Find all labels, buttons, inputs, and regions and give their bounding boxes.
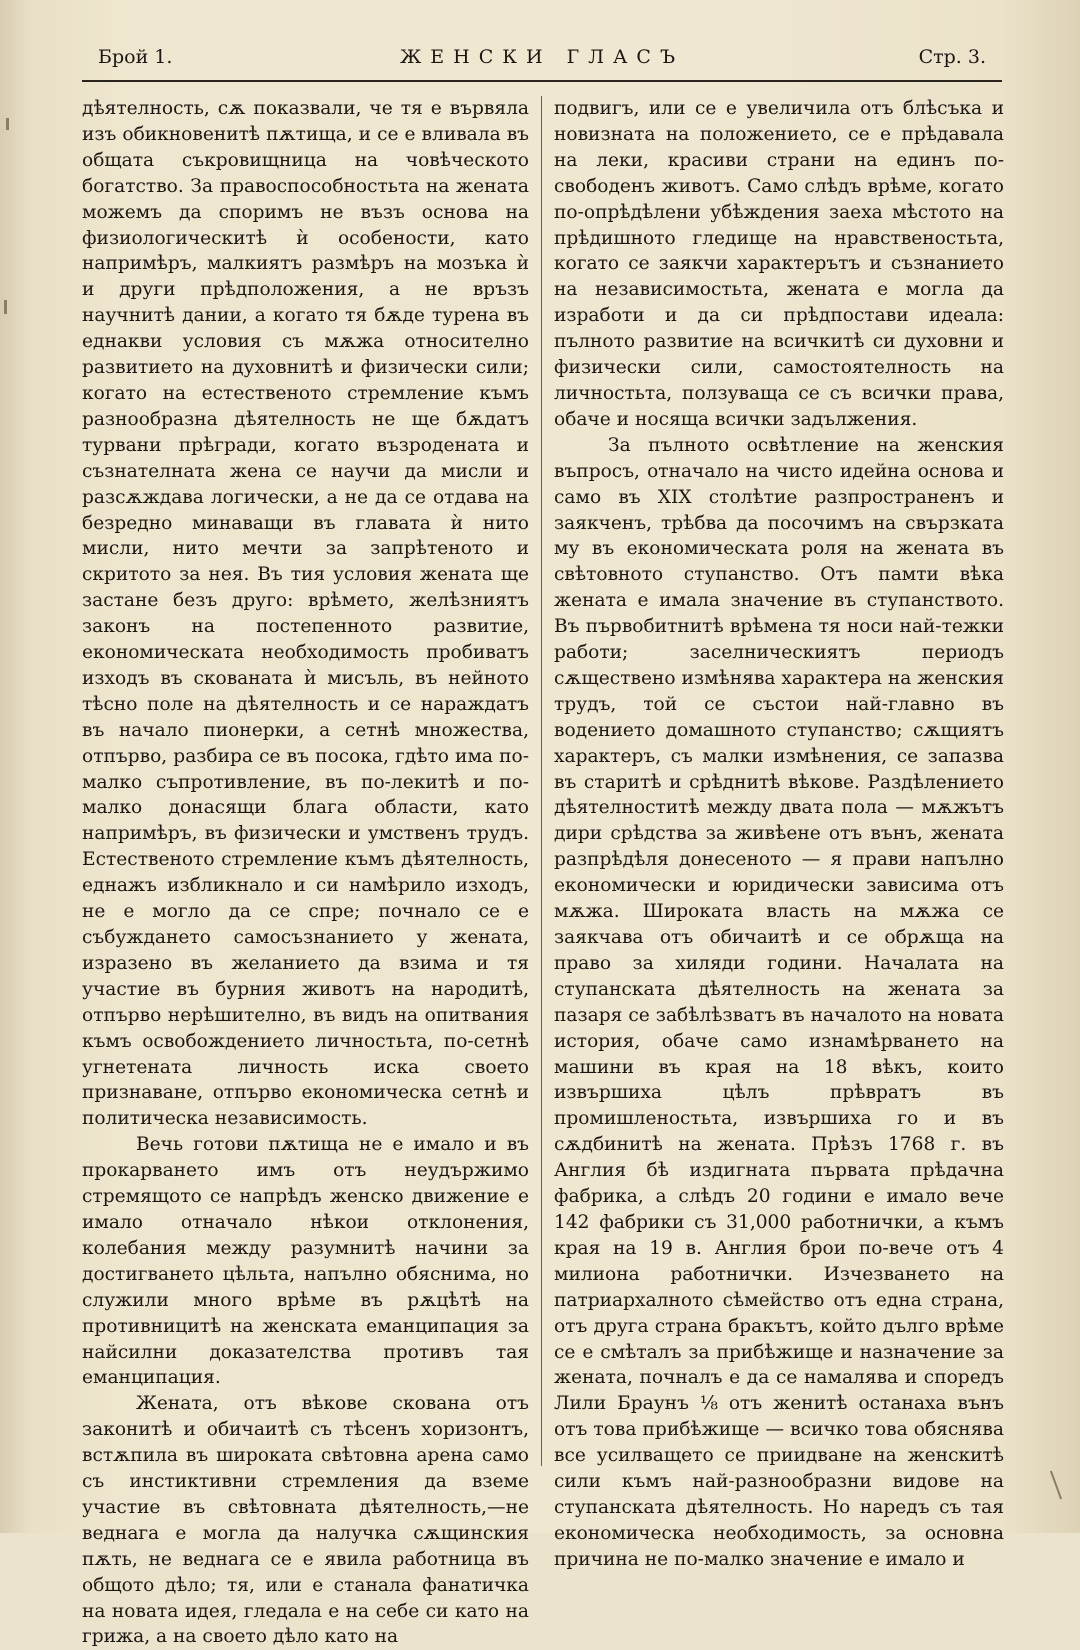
left-column: [82, 96, 529, 1650]
margin-speck: [6, 118, 9, 130]
right-column: [554, 96, 1004, 1573]
issue-number: Брой 1.: [98, 46, 173, 68]
margin-speck: [4, 300, 7, 314]
paragraph: Жената, отъ вѣкове скована отъ законитѣ и обичаитѣ съ тѣсенъ хоризонтъ, встѫпила въ широката свѣтовна арена само съ инстиктивни стремления да вземе участие въ свѣтовната дѣятелность,—не веднага е могла да налучка сѫщинския пѫть, не веднага се е явила работница въ общото дѣло; тя, или е станала фанатичка на новата идея, гледала е на себе си като на грижа, а на своето дѣло като на: [82, 1393, 529, 1648]
margin-speck: [1050, 1471, 1062, 1500]
newspaper-title: ЖЕНСКИ ГЛАСЪ: [399, 46, 685, 68]
paragraph: Вечь готови пѫтища не е имало и въ прокарването имъ отъ неудържимо стремящото се напрѣдъ женско движение е имало отначало нѣкои отклонения, колебания между разумнитѣ начини за достигването цѣльта, напълно обяснима, но служили много врѣме въ рѫцѣтѣ на противницитѣ на женската еманципация за найсилни доказателства противъ тая еманципация.: [82, 1134, 529, 1389]
paragraph: дѣятелность, сѫ показвали, че тя е вървяла изъ обикновенитѣ пѫтища, и се е вливала въ общата съкровищница на човѣческото богатство. За правоспособностьта на жената можемъ да споримъ не възъ основа на физиологическитѣ ѝ особености, като напримѣръ, малкиятъ размѣръ на мозъка ѝ и други прѣдположения, а не връзъ научнитѣ дании, а когато тя бѫде турена въ еднакви условия съ мѫжа относително развитието на духовнитѣ и физически сили; когато на естественото стремление къмъ разнообразна дѣятелность не ще бѫдатъ турвани прѣгради, когато възродената и съзнателната жена се научи да мисли и разсѫждава логически, а не да се отдава на безредно минаващи въ главата ѝ нито мисли, нито мечти за запрѣтеното и скритото за нея. Въ тия условия жената ще застане безъ друго: врѣмето, желѣзниятъ законъ на постепенното развитие, економическата необходимость пробиватъ изходъ въ скованата ѝ мисъль, въ нейното тѣсно поле на дѣятелность и се нараждатъ въ начало пионерки, а сетнѣ множества, отпърво, разбира се въ посока, гдѣто има по-малко съпротивление, въ по-лекитѣ и по-малко донасящи блага области, като напримѣръ, въ физически и умственъ трудъ. Естественото стремление къмъ дѣятелность, еднажъ избликнало и си намѣрило изходъ, не е могло да се спре; почнало се е събуждането самосъзнанието у жената, изразено въ желанието да взима и тя участие въ бурния животъ на народитѣ, отпърво нерѣшително, въ видъ на опитвания къмъ освобождението личностьта, по-сетнѣ угнетената личность иска своето признаване, отпърво економическа сетнѣ и политическа независимость.: [82, 98, 529, 1130]
page-header: [98, 44, 986, 74]
paragraph: подвигъ, или се е увеличила отъ блѣсъка и новизната на положението, се е прѣдавала на леки, красиви страни на единъ по-свободенъ животъ. Само слѣдъ врѣме, когато по-опрѣдѣлени убѣждения заеха мѣстото на прѣдишното гледище на нравственостьта, когато се заякчи характерътъ и съзнанието на независимостьта, жената е могла да изработи и да си прѣдпостави идеала: пълното развитие на всичкитѣ си духовни и физически сили, самостоятелность на личностьта, ползуваща се съ всички права, обаче и носяща всички задължения.: [554, 98, 1004, 430]
column-divider: [541, 96, 542, 1466]
header-rule: [82, 80, 1002, 82]
paragraph: За пълното освѣтление на женския въпросъ, отначало на чисто идейна основа и само въ XIX столѣтие разпространенъ и заякченъ, трѣбва да посочимъ на свързката му въ економическата роля на жената въ свѣтовното ступанство. Отъ памти вѣка жената е имала значение въ ступанството. Въ първобитнитѣ врѣмена тя носи най-тежки работи; заселническиятъ периодъ сѫществено измѣнява характера на женския трудъ, той се състои най-главно въ водението домашното ступанство; сѫщиятъ характеръ, съ малки измѣнения, се запазва въ старитѣ и срѣднитѣ вѣкове. Раздѣлението дѣятелноститѣ между двата пола — мѫжътъ дири срѣдства за живѣене отъ вънъ, жената разпрѣдѣля донесеното — я прави напълно економически и юридически зависима отъ мѫжа. Широката власть на мѫжа се заякчава отъ обичаитѣ и се обрѫща на право за хиляди години. Началата на ступанската дѣятелность на жената за пазаря се забѣлѣзватъ въ началото на новата история, обаче само изнамѣрването на машини въ края на 18 вѣкъ, които извършиха цѣлъ прѣвратъ въ промишленостьта, извършиха го и въ сѫдбинитѣ на жената. Прѣзъ 1768 г. въ Англия бѣ издигната първата прѣдачна фабрика, а слѣдъ 20 години е имало вече 142 фабрики съ 31,000 работнички, а къмъ края на 19 в. Англия брои по-вече отъ 4 милиона работнички. Изчезването на патриархалното сѣмейство отъ една страна, отъ друга страна бракътъ, който дълго врѣме се е смѣталъ за прибѣжище и назначение за жената, почналъ е да се намалява и споредъ Лили Браунъ ⅛ отъ женитѣ останаха вънъ отъ това прибѣжище — всичко това обяснява все усилващето се приидване на женскитѣ сили къмъ най-разнообразни видове на ступанската дѣятелность. Но наредъ съ тая економическа необходимость, за основна причина не по-малко значение е имало и: [554, 434, 1004, 1570]
page-number: Стр. 3.: [918, 46, 986, 68]
